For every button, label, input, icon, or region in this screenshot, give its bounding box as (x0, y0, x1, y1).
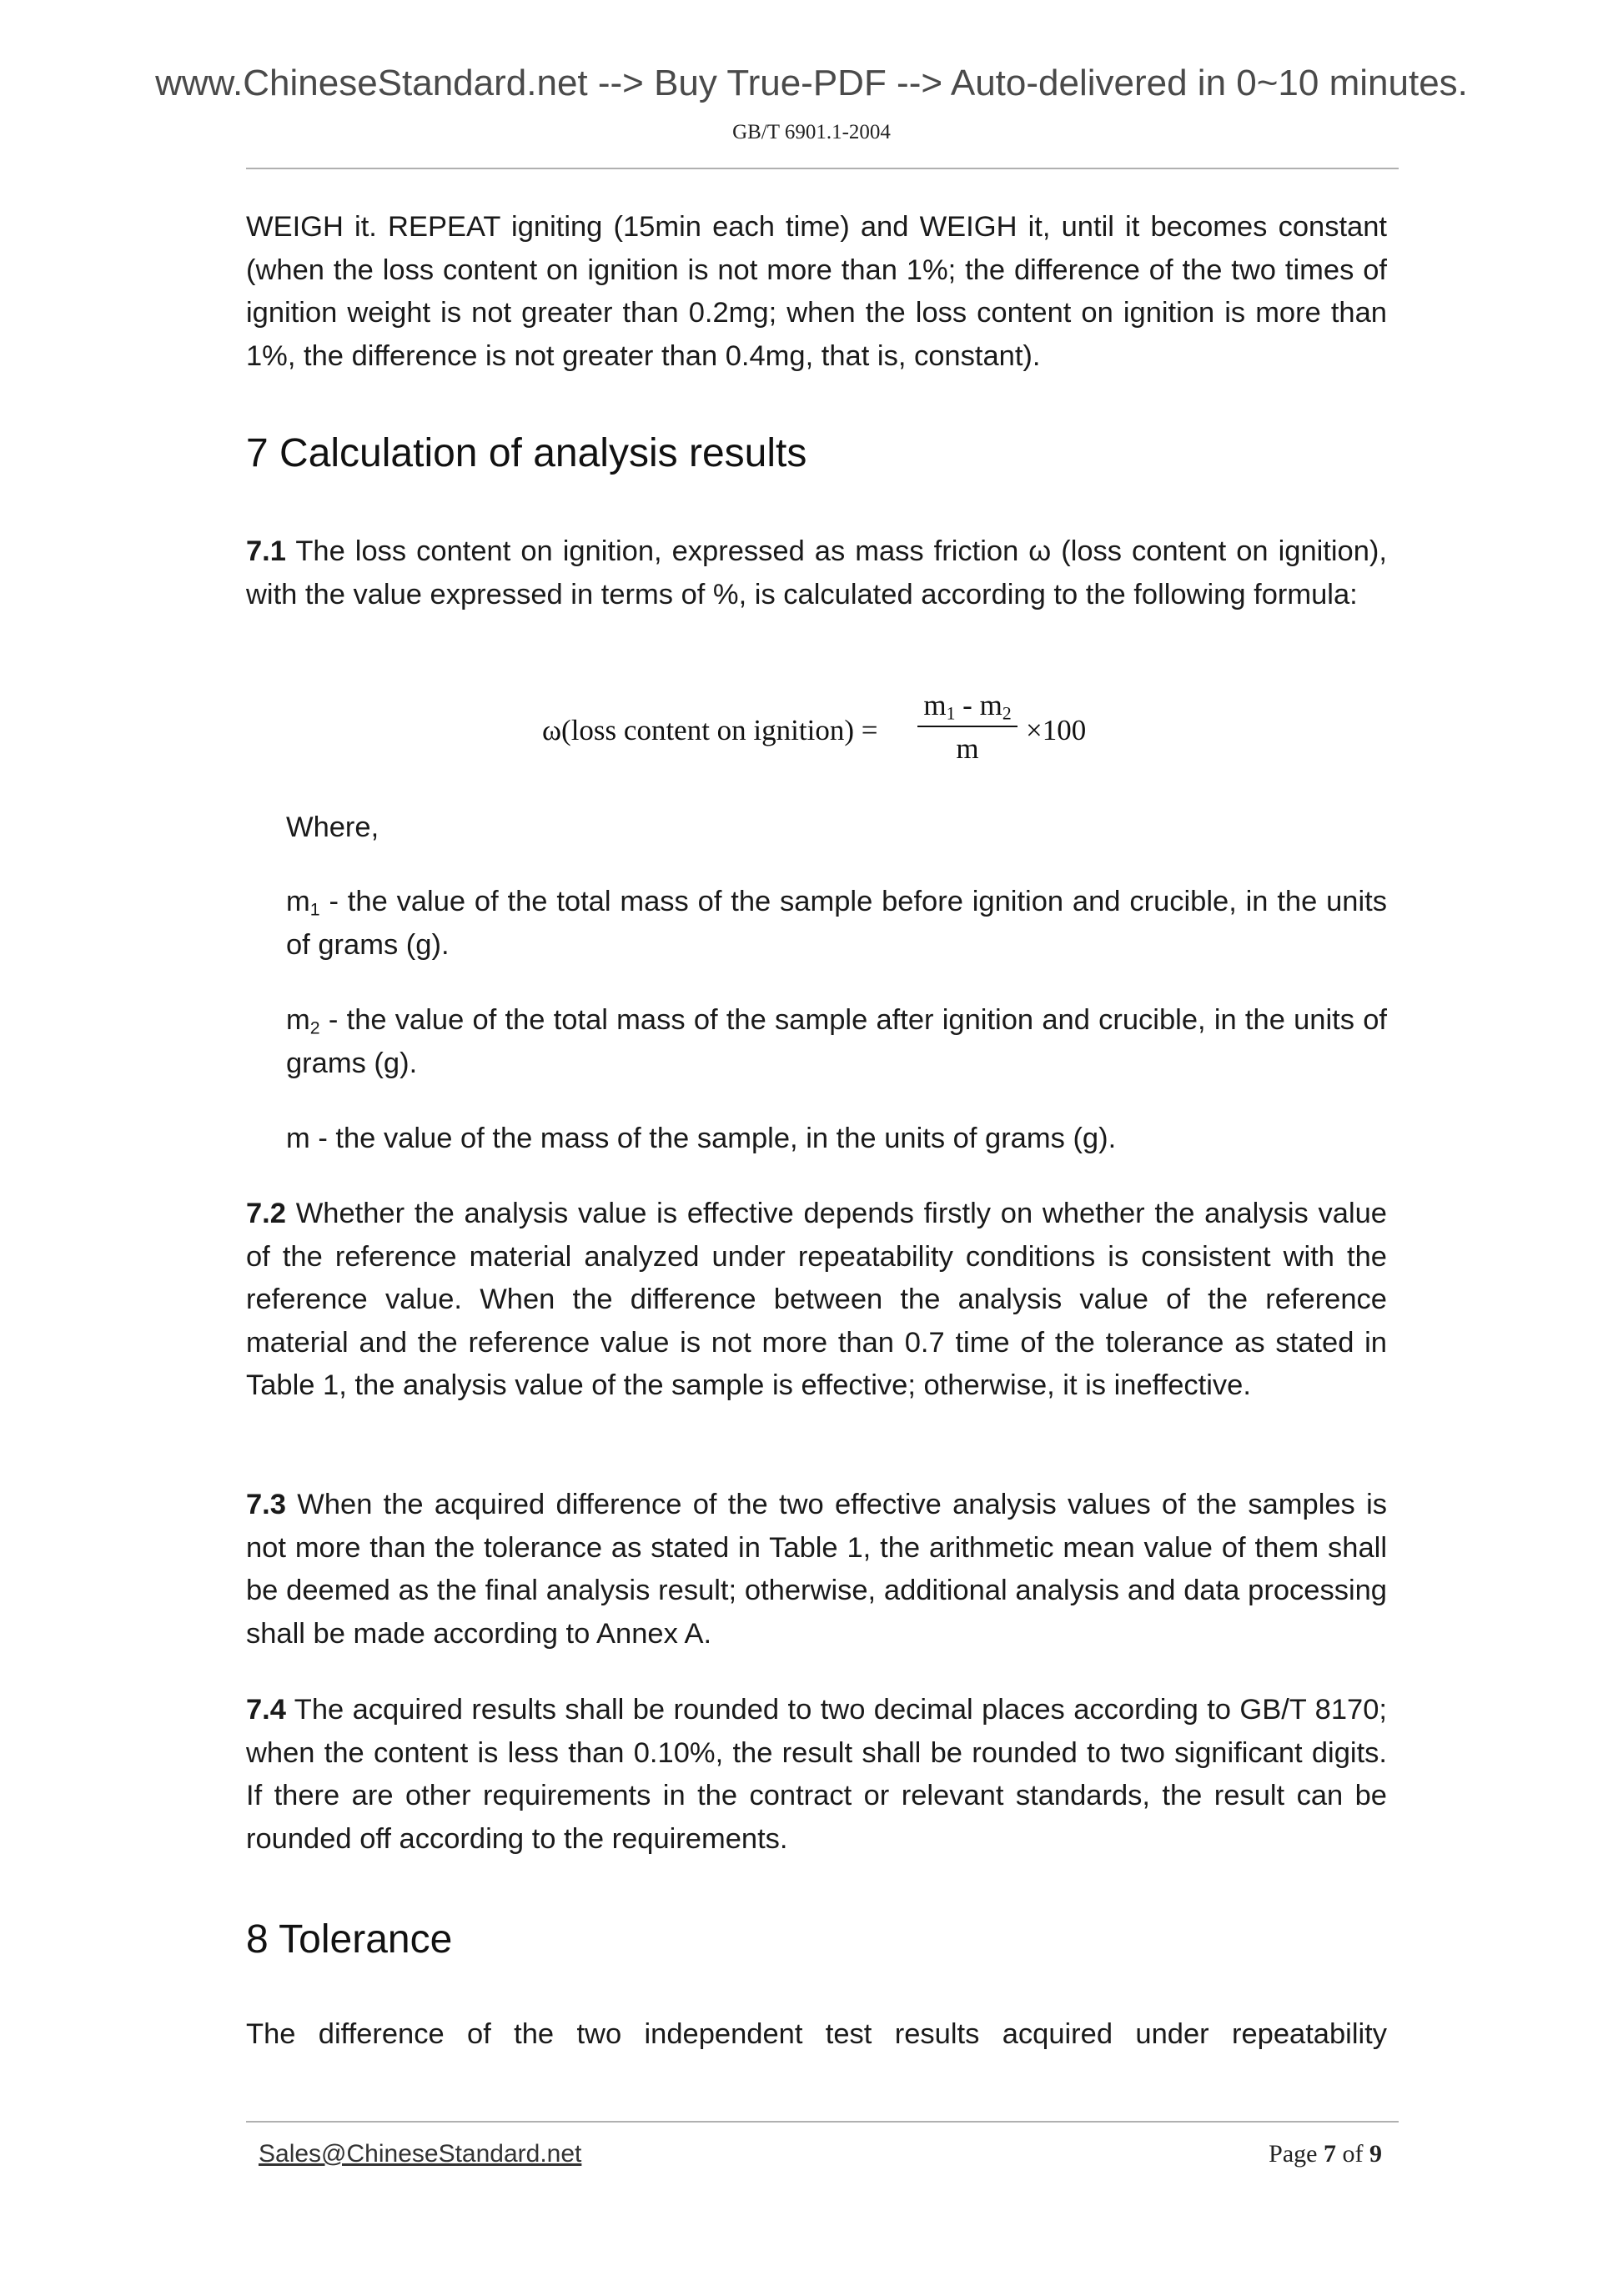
definition-m1: $m_1$ - the value of the total mass of the sample before ignition and crucible, in the units of grams (g). (286, 886, 1387, 961)
formula-fraction (917, 689, 1018, 766)
standard-code: GB/T 6901.1-2004 (732, 121, 891, 143)
formula-lhs: ω(loss content on ignition) = (542, 714, 878, 746)
section-7-heading: 7 Calculation of analysis results (246, 431, 807, 475)
clause-text: Whether the analysis value is effective depends firstly on whether the analysis value of the reference material analyzed under repeatability conditions is consistent with the reference value. When the difference between the analysis value of the reference material and the reference value is not more than 0.7 time of the tolerance as stated in Table 1, the analysis value of the sample is effective; otherwise, it is ineffective. (246, 1198, 1387, 1401)
header-divider (246, 168, 1399, 169)
definition-m: m - the value of the mass of the sample, in the units of grams (g). (286, 1123, 1117, 1154)
where-label: Where, (286, 811, 379, 843)
page-total: 9 (1369, 2140, 1382, 2168)
tolerance-paragraph: The difference of the two independent test results acquired under repeatability (246, 2018, 1387, 2050)
clause-text: The acquired results shall be rounded to two decimal places according to GB/T 8170; when the content is less than 0.10%, the result shall be rounded to two significant digits. If there are other requirements in the contract or relevant standards, the result can be rounded off according to the requirements. (246, 1694, 1387, 1855)
clause-number: 7.3 (246, 1489, 286, 1520)
page-of: of (1342, 2140, 1364, 2168)
clause-7-2 (246, 1193, 1387, 1408)
formula-denominator: m (956, 732, 979, 765)
clause-number: 7.1 (246, 535, 286, 567)
footer-divider (246, 2121, 1399, 2123)
clause-number: 7.2 (246, 1198, 286, 1229)
intro-paragraph: WEIGH it. REPEAT igniting (15min each time) and WEIGH it, until it becomes constant (when the loss content on ignition is not more than 1%; the difference of the two times of ignition weight is not greater than 0.2mg; when the loss content on ignition is more than 1%, the difference is not greater than 0.4mg, that is, constant). (246, 211, 1387, 372)
clause-number: 7.4 (246, 1694, 286, 1726)
page-label: Page (1269, 2140, 1318, 2168)
formula-rhs: ×100 (1026, 714, 1087, 746)
page-current: 7 (1324, 2140, 1336, 2168)
clause-7-1 (246, 530, 1387, 616)
formula-numerator: $m_1 - m_2$ (923, 689, 1012, 724)
site-banner: www.ChineseStandard.net --> Buy True-PDF --> Auto-delivered in 0~10 minutes. (155, 63, 1468, 103)
clause-7-3 (246, 1484, 1387, 1655)
definition-text: - the value of the total mass of the sample before ignition and crucible, in the units of grams (g). (286, 886, 1387, 961)
section-8-heading: 8 Tolerance (246, 1917, 453, 1962)
fraction-bar (917, 726, 1018, 727)
definition-text: - the value of the total mass of the sample after ignition and crucible, in the units of grams (g). (286, 1004, 1387, 1079)
clause-text: When the acquired difference of the two effective analysis values of the samples is not more than the tolerance as stated in Table 1, the arithmetic mean value of them shall be deemed as the final analysis result; otherwise, additional analysis and data processing shall be made according to Annex A. (246, 1489, 1387, 1650)
clause-text: The loss content on ignition, expressed as mass friction ω (loss content on ignition), with the value expressed in terms of %, is calculated according to the following formula: (246, 535, 1387, 610)
sales-email-link[interactable]: Sales@ChineseStandard.net (259, 2140, 582, 2168)
clause-7-4 (246, 1689, 1387, 1861)
definition-m2: $m_2$ - the value of the total mass of the sample after ignition and crucible, in the units of grams (g). (286, 1004, 1387, 1079)
page-number (1269, 2140, 1382, 2168)
